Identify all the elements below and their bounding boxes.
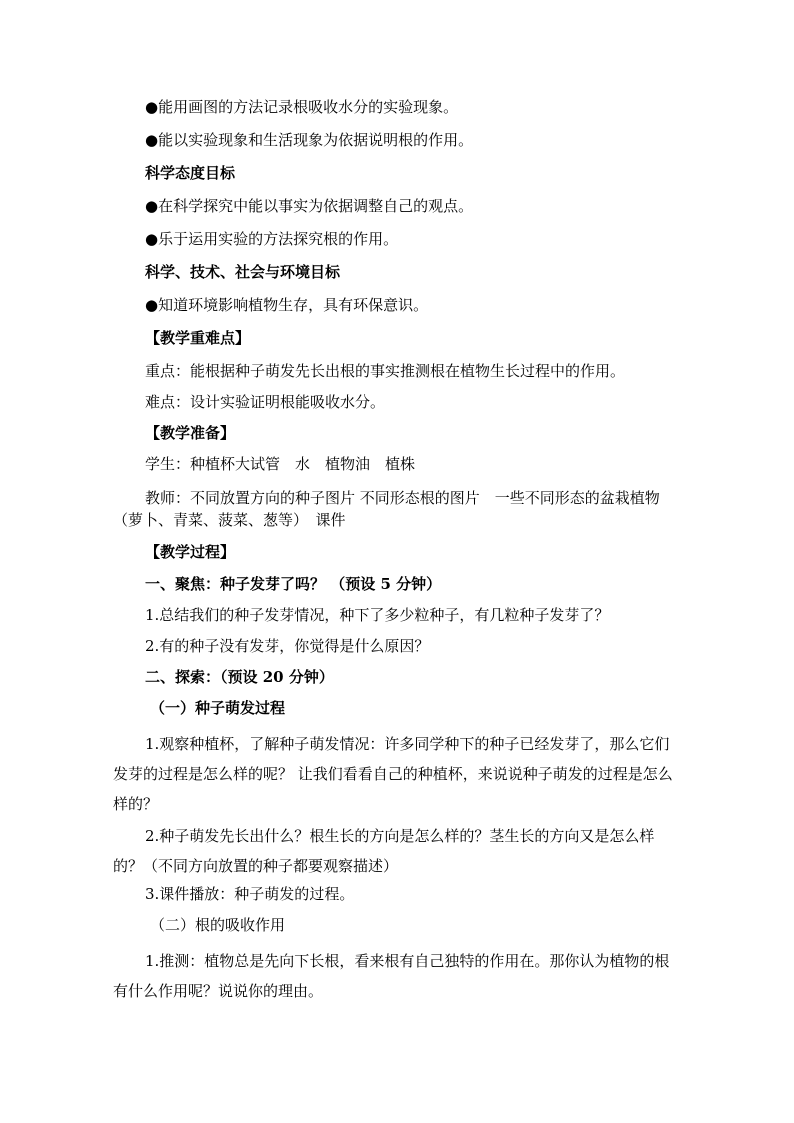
difficulty-text: 难点：设计实验证明根能吸收水分。 [145, 393, 386, 411]
section1-heading: 一、聚焦：种子发芽了吗？ （预设 5 分钟） [145, 575, 442, 593]
keypoint-text: 重点：能根据种子萌发先长出根的事实推测根在植物生长过程中的作用。 [145, 362, 626, 380]
section1-item: 2.有的种子没有发芽，你觉得是什么原因？ [145, 637, 430, 655]
attitude-item: ●乐于运用实验的方法探究根的作用。 [145, 230, 399, 248]
prep-heading: 【教学准备】 [145, 424, 236, 442]
process-heading: 【教学过程】 [145, 543, 236, 561]
section1-item: 1.总结我们的种子发芽情况，种下了多少粒种子，有几粒种子发芽了？ [145, 606, 610, 624]
sub2-heading: （二）根的吸收作用 [150, 916, 286, 934]
sub1-item1: 1.观察种植杯，了解种子萌发情况：许多同学种下的种子已经发芽了，那么它们发芽的过程是怎么样的呢？ 让我们看看自己的种植杯，来说说种子萌发的过程是怎么样的？ [113, 735, 673, 813]
keypoints-heading: 【教学重难点】 [145, 329, 251, 347]
sub1-heading: （一）种子萌发过程 [150, 699, 286, 717]
objective-item: ●能以实验现象和生活现象为依据说明根的作用。 [145, 131, 474, 149]
prep-student: 学生：种植杯大试管 水 植物油 植株 [145, 455, 416, 473]
attitude-heading: 科学态度目标 [145, 164, 236, 182]
objective-item: ●能用画图的方法记录根吸收水分的实验现象。 [145, 98, 459, 116]
sub1-item3: 3.课件播放：种子萌发的过程。 [145, 885, 355, 903]
attitude-item: ●在科学探究中能以事实为依据调整自己的观点。 [145, 197, 474, 215]
sts-item: ●知道环境影响植物生存，具有环保意识。 [145, 296, 429, 314]
section2-heading: 二、探索：（预设 20 分钟） [145, 668, 334, 686]
sub2-item1: 1.推测：植物总是先向下长根，看来根有自己独特的作用在。那你认为植物的根有什么作用呢？说说你的理由。 [113, 952, 670, 1000]
prep-teacher: 教师：不同放置方向的种子图片 不同形态根的图片 一些不同形态的盆栽植物（萝卜、青菜、菠菜、葱等） 课件 [113, 489, 660, 529]
sts-heading: 科学、技术、社会与环境目标 [145, 263, 341, 281]
sub1-item2: 2.种子萌发先长出什么？根生长的方向是怎么样的？茎生长的方向又是怎么样的？（不同方向放置的种子都要观察描述） [113, 827, 655, 875]
